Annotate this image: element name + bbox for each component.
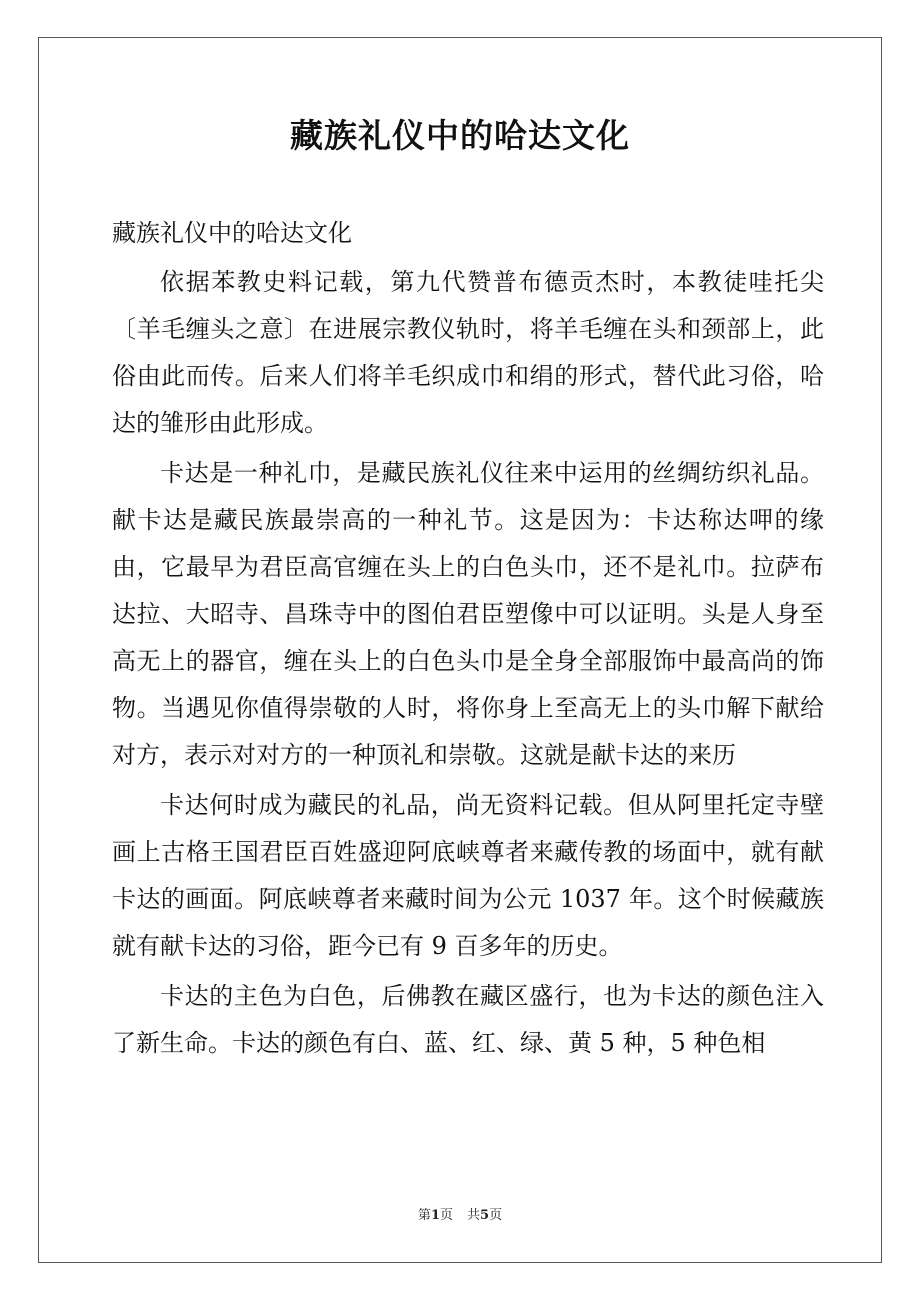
document-subtitle: 藏族礼仪中的哈达文化 xyxy=(112,219,352,247)
paragraph-1: 依据苯教史料记载，第九代赞普布德贡杰时，本教徒哇托尖〔羊毛缠头之意〕在进展宗教仪轨时，将羊毛缠在头和颈部上，此俗由此而传。后来人们将羊毛织成巾和绢的形式，替代此习俗，哈达的雏形由此形成。 xyxy=(112,268,824,437)
paragraph-2: 卡达是一种礼巾，是藏民族礼仪往来中运用的丝绸纺织礼品。献卡达是藏民族最崇高的一种礼节。这是因为：卡达称达呷的缘由，它最早为君臣高官缠在头上的白色头巾，还不是礼巾。拉萨布达拉、大昭寺、昌珠寺中的图伯君臣塑像中可以证明。头是人身至高无上的器官，缠在头上的白色头巾是全身全部服饰中最高尚的饰物。当遇见你值得崇敬的人时，将你身上至高无上的头巾解下献给对方，表示对对方的一种顶礼和崇敬。这就是献卡达的来历 xyxy=(112,459,824,769)
page-prefix: 第 xyxy=(417,1208,431,1223)
paragraph-3: 卡达何时成为藏民的礼品，尚无资料记载。但从阿里托定寺壁画上古格王国君臣百姓盛迎阿底峡尊者来藏传教的场面中，就有献卡达的画面。阿底峡尊者来藏时间为公元 1037 年。这个时候藏族就有献卡达的习俗，距今已有 9 百多年的历史。 xyxy=(112,791,824,960)
page-footer xyxy=(0,1206,920,1226)
page-current: 1 xyxy=(430,1208,440,1223)
document-body xyxy=(112,210,824,1067)
total-unit: 页 xyxy=(489,1208,503,1223)
page-total: 5 xyxy=(480,1208,490,1223)
document-title: 藏族礼仪中的哈达文化 xyxy=(290,116,630,155)
total-prefix: 共 xyxy=(467,1208,481,1223)
paragraph-4: 卡达的主色为白色，后佛教在藏区盛行，也为卡达的颜色注入了新生命。卡达的颜色有白、蓝、红、绿、黄 5 种，5 种色相 xyxy=(112,982,824,1057)
page-unit: 页 xyxy=(439,1208,453,1223)
